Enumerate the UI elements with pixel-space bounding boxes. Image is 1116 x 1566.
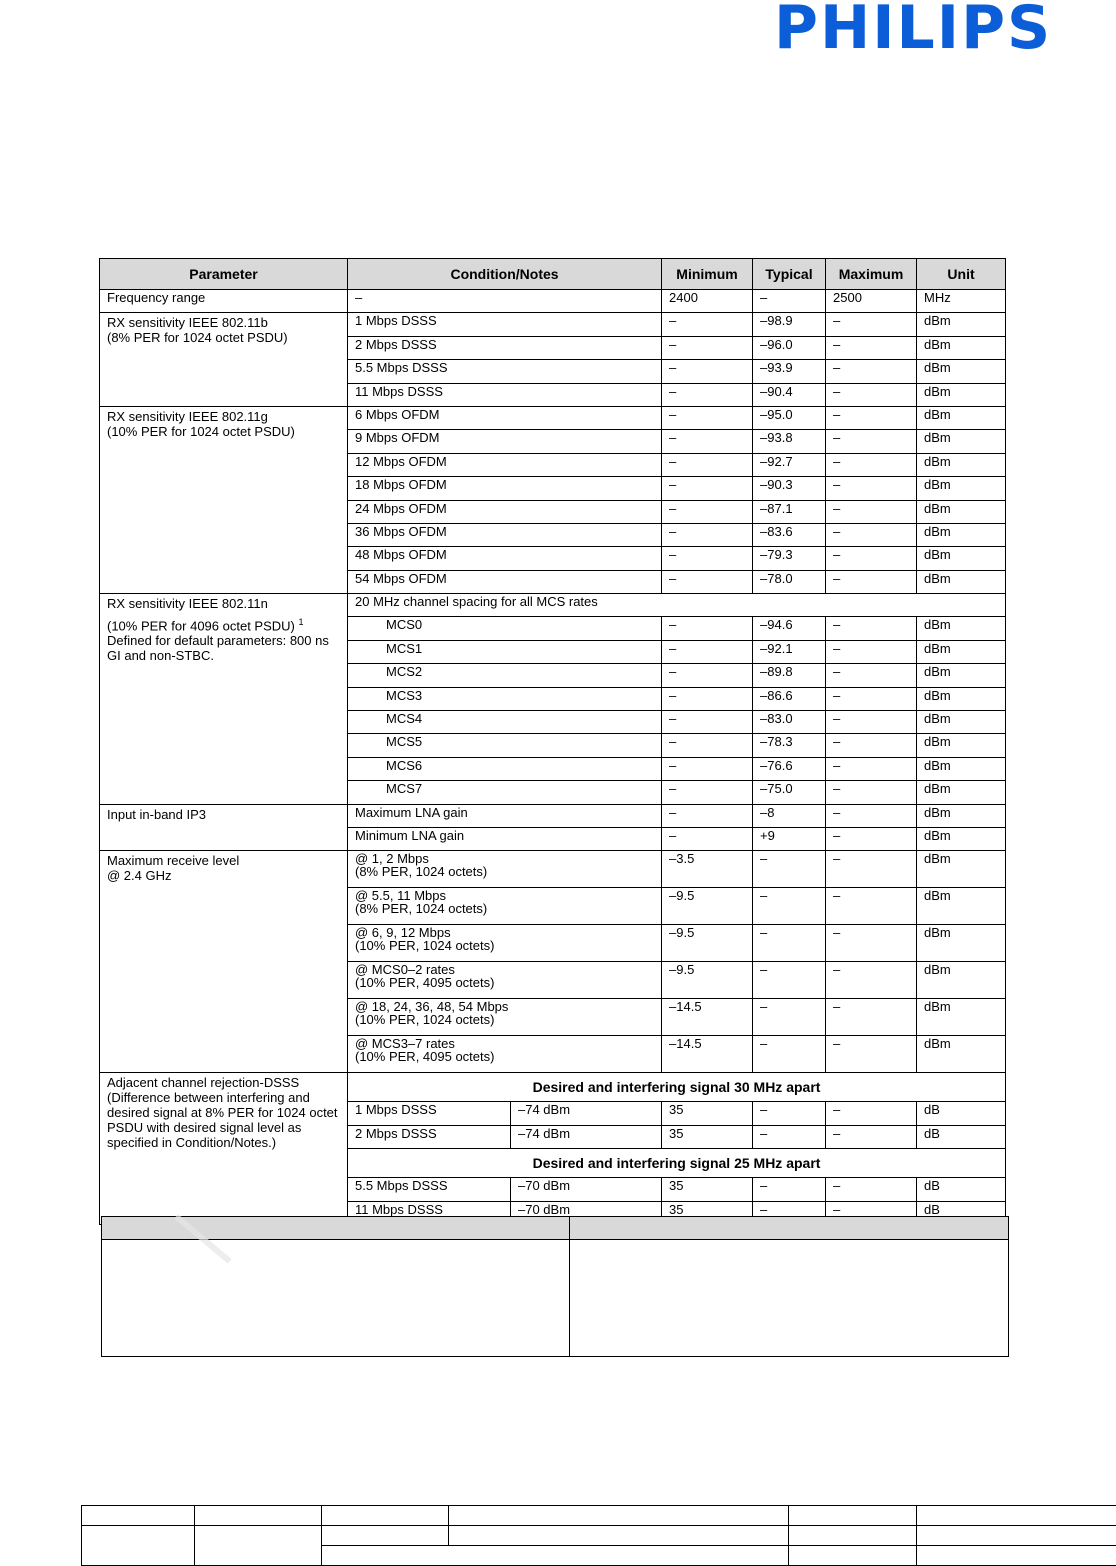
footer-cell [917,1506,1116,1526]
empty-cell [102,1240,570,1357]
typ-cell: –83.0 [753,711,826,734]
footer-cell [449,1506,789,1526]
min-cell: 2400 [662,290,753,313]
condition-cell: 5.5 Mbps DSSS [348,360,662,383]
condition-cell: MCS7 [348,781,662,804]
unit-cell: MHz [917,290,1006,313]
max-cell: – [826,336,917,359]
unit-cell: dBm [917,640,1006,663]
condition-cell [348,999,662,1036]
max-cell: – [826,925,917,962]
cond-line: (10% PER, 4095 octets) [355,975,495,991]
typ-cell: –76.6 [753,757,826,780]
unit-cell: dBm [917,336,1006,359]
min-cell: – [662,804,753,827]
unit-cell: dBm [917,453,1006,476]
condition-cell: 11 Mbps DSSS [348,1201,511,1224]
unit-cell: dBm [917,664,1006,687]
header-maximum: Maximum [826,259,917,290]
min-cell: –14.5 [662,999,753,1036]
condition-cell: Minimum LNA gain [348,827,662,850]
typ-cell: –92.1 [753,640,826,663]
footer-cell [195,1506,322,1526]
min-cell: –9.5 [662,925,753,962]
typ-cell: –93.8 [753,430,826,453]
unit-cell: dBm [917,523,1006,546]
condition-cell: 2 Mbps DSSS [348,1125,511,1148]
table-row [100,594,1006,617]
unit-cell: dB [917,1102,1006,1125]
min-cell: – [662,757,753,780]
condition-cell: MCS4 [348,711,662,734]
typ-cell: – [753,1201,826,1224]
max-cell: – [826,1102,917,1125]
empty-header-cell [570,1217,1009,1240]
condition-cell: 5.5 Mbps DSSS [348,1178,511,1201]
condition-cell [348,962,662,999]
typ-cell: –92.7 [753,453,826,476]
typ-cell: – [753,925,826,962]
min-cell: – [662,687,753,710]
header-unit: Unit [917,259,1006,290]
band-heading: Desired and interfering signal 25 MHz apart [348,1149,1006,1178]
condition-cell [348,888,662,925]
typ-cell: – [753,999,826,1036]
condition-cell: 6 Mbps OFDM [348,406,662,429]
unit-cell: dB [917,1178,1006,1201]
table-row [100,406,1006,429]
typ-cell: –94.6 [753,617,826,640]
max-cell: – [826,1201,917,1224]
max-cell: – [826,687,917,710]
typ-cell: –93.9 [753,360,826,383]
condition-cell: 2 Mbps DSSS [348,336,662,359]
unit-cell: dBm [917,962,1006,999]
unit-cell: dBm [917,711,1006,734]
condition-cell: 36 Mbps OFDM [348,523,662,546]
min-cell: – [662,430,753,453]
unit-cell: dBm [917,547,1006,570]
max-cell: – [826,406,917,429]
typ-cell: –87.1 [753,500,826,523]
typ-cell: – [753,1125,826,1148]
min-cell: – [662,617,753,640]
max-cell: – [826,313,917,336]
min-cell: – [662,313,753,336]
typ-cell: –90.4 [753,383,826,406]
max-cell: – [826,500,917,523]
typ-cell: –79.3 [753,547,826,570]
min-cell: 35 [662,1102,753,1125]
condition-cell: 54 Mbps OFDM [348,570,662,593]
param-line: (8% PER for 1024 octet PSDU) [107,330,288,346]
param-line: @ 2.4 GHz [107,868,172,884]
max-cell: – [826,570,917,593]
footer-table [81,1505,1116,1566]
unit-cell: dBm [917,570,1006,593]
footer-cell [322,1526,449,1546]
cond-line: @ MCS3–7 rates [355,1036,455,1052]
footer-cell [789,1546,917,1566]
footer-cell [82,1506,195,1526]
unit-cell: dBm [917,687,1006,710]
unit-cell: dBm [917,804,1006,827]
unit-cell: dBm [917,888,1006,925]
min-cell: – [662,827,753,850]
typ-cell: – [753,888,826,925]
cond-line: @ MCS0–2 rates [355,962,455,978]
table-row [100,851,1006,888]
footnote-ref: 1 [298,617,304,628]
empty-cell [570,1240,1009,1357]
unit-cell: dBm [917,406,1006,429]
condition-cell: MCS0 [348,617,662,640]
typ-cell: –96.0 [753,336,826,359]
condition-cell: MCS3 [348,687,662,710]
unit-cell: dB [917,1125,1006,1148]
condition-cell: MCS5 [348,734,662,757]
cond-line: (8% PER, 1024 octets) [355,901,488,917]
footer-cell [917,1546,1116,1566]
header-minimum: Minimum [662,259,753,290]
header-parameter: Parameter [100,259,348,290]
table-row [100,313,1006,336]
typ-cell: –89.8 [753,664,826,687]
max-cell: – [826,453,917,476]
max-cell: – [826,757,917,780]
max-cell: – [826,477,917,500]
spacing-note-cell: 20 MHz channel spacing for all MCS rates [348,594,1006,617]
max-cell: – [826,1036,917,1073]
unit-cell: dBm [917,617,1006,640]
cond-line: (8% PER, 1024 octets) [355,864,488,880]
table-row [100,804,1006,827]
param-cell [100,406,348,593]
min-cell: – [662,640,753,663]
typ-cell: –95.0 [753,406,826,429]
condition-cell: 1 Mbps DSSS [348,313,662,336]
param-line: RX sensitivity IEEE 802.11g [107,408,268,424]
min-cell: – [662,547,753,570]
param-cell [100,851,348,1073]
cond-line: @ 5.5, 11 Mbps [355,888,446,904]
header-typical: Typical [753,259,826,290]
typ-cell: – [753,1036,826,1073]
max-cell: – [826,804,917,827]
max-cell: – [826,523,917,546]
max-cell: – [826,1178,917,1201]
condition-cell: 9 Mbps OFDM [348,430,662,453]
footer-cell [449,1526,789,1546]
cond-line: @ 18, 24, 36, 48, 54 Mbps [355,999,509,1015]
max-cell: – [826,1125,917,1148]
max-cell: – [826,547,917,570]
max-cell: – [826,999,917,1036]
min-cell: –14.5 [662,1036,753,1073]
cond-line: @ 1, 2 Mbps [355,851,429,867]
footer-cell [917,1526,1116,1546]
philips-logo: PHILIPS [774,0,1053,63]
unit-cell: dBm [917,851,1006,888]
typ-cell: – [753,851,826,888]
typ-cell: –86.6 [753,687,826,710]
typ-cell: +9 [753,827,826,850]
condition-cell: 1 Mbps DSSS [348,1102,511,1125]
unit-cell: dBm [917,781,1006,804]
condition-cell: – [348,290,662,313]
unit-cell: dBm [917,500,1006,523]
typ-cell: –98.9 [753,313,826,336]
min-cell: – [662,336,753,359]
typ-cell: – [753,1178,826,1201]
footer-cell [322,1506,449,1526]
max-cell: – [826,962,917,999]
typ-cell: –90.3 [753,477,826,500]
header-condition: Condition/Notes [348,259,662,290]
typ-cell: – [753,1102,826,1125]
typ-cell: –78.3 [753,734,826,757]
max-cell: – [826,851,917,888]
condition-cell: MCS2 [348,664,662,687]
param-line: (10% PER for 1024 octet PSDU) [107,423,295,439]
min-cell: – [662,664,753,687]
typ-cell: – [753,290,826,313]
min-cell: – [662,406,753,429]
min-cell: –3.5 [662,851,753,888]
max-cell: – [826,734,917,757]
min-cell: – [662,453,753,476]
max-cell: – [826,430,917,453]
min-cell: – [662,383,753,406]
max-cell: – [826,781,917,804]
empty-info-table [101,1216,1009,1357]
min-cell: – [662,711,753,734]
condition-cell [348,851,662,888]
rf-spec-table [99,258,1006,1225]
unit-cell: dBm [917,477,1006,500]
empty-header-cell [102,1217,570,1240]
min-cell: – [662,781,753,804]
footer-cell [195,1526,322,1566]
max-cell: – [826,711,917,734]
max-cell: 2500 [826,290,917,313]
param-line [107,615,340,633]
cond-line: (10% PER, 1024 octets) [355,1012,495,1028]
table-row [100,1073,1006,1102]
condition-cell: MCS1 [348,640,662,663]
max-cell: – [826,827,917,850]
param-line: (Difference between interfering and desired signal at 8% PER for 1024 octet PSDU with desired signal level as specified in Condition/Notes.) [107,1090,338,1151]
min-cell: – [662,477,753,500]
min-cell: – [662,360,753,383]
typ-cell: –83.6 [753,523,826,546]
unit-cell: dBm [917,360,1006,383]
max-cell: – [826,888,917,925]
condition-cell: 48 Mbps OFDM [348,547,662,570]
max-cell: – [826,664,917,687]
param-line: RX sensitivity IEEE 802.11n [107,596,268,612]
condition-cell: 24 Mbps OFDM [348,500,662,523]
min-cell: – [662,500,753,523]
max-cell: – [826,640,917,663]
param-line: RX sensitivity IEEE 802.11b [107,315,268,331]
condition-cell: 11 Mbps DSSS [348,383,662,406]
unit-cell: dBm [917,383,1006,406]
condition-cell [348,1036,662,1073]
typ-cell: –78.0 [753,570,826,593]
condition-cell: MCS6 [348,757,662,780]
condition-cell [348,925,662,962]
param-text: (10% PER for 4096 octet PSDU) [107,618,295,634]
param-line: Defined for default parameters: 800 ns GI and non-STBC. [107,633,329,664]
cond-line: @ 6, 9, 12 Mbps [355,925,451,941]
footer-cell [322,1546,789,1566]
min-cell: – [662,734,753,757]
min-cell: – [662,523,753,546]
footer-cell [789,1526,917,1546]
param-cell [100,594,348,805]
table-row [100,290,1006,313]
min-cell: 35 [662,1201,753,1224]
max-cell: – [826,617,917,640]
unit-cell: dB [917,1201,1006,1224]
param-cell: Frequency range [100,290,348,313]
cond-line: (10% PER, 1024 octets) [355,938,495,954]
max-cell: – [826,383,917,406]
min-cell: – [662,570,753,593]
param-line: Maximum receive level [107,853,240,869]
typ-cell: – [753,962,826,999]
cond-line: (10% PER, 4095 octets) [355,1049,495,1065]
typ-cell: –8 [753,804,826,827]
typ-cell: –75.0 [753,781,826,804]
level-cell: –74 dBm [511,1125,662,1148]
param-cell [100,313,348,407]
unit-cell: dBm [917,734,1006,757]
condition-cell: 18 Mbps OFDM [348,477,662,500]
unit-cell: dBm [917,1036,1006,1073]
level-cell: –74 dBm [511,1102,662,1125]
min-cell: –9.5 [662,962,753,999]
condition-cell: Maximum LNA gain [348,804,662,827]
unit-cell: dBm [917,757,1006,780]
unit-cell: dBm [917,925,1006,962]
footer-cell [82,1526,195,1566]
min-cell: 35 [662,1125,753,1148]
unit-cell: dBm [917,430,1006,453]
unit-cell: dBm [917,999,1006,1036]
footer-cell [789,1506,917,1526]
band-heading: Desired and interfering signal 30 MHz apart [348,1073,1006,1102]
table-header-row [100,259,1006,290]
level-cell: –70 dBm [511,1178,662,1201]
min-cell: 35 [662,1178,753,1201]
param-cell [100,1073,348,1225]
param-cell: Input in-band IP3 [100,804,348,851]
param-line: Adjacent channel rejection-DSSS [107,1075,300,1091]
unit-cell: dBm [917,313,1006,336]
min-cell: –9.5 [662,888,753,925]
level-cell: –70 dBm [511,1201,662,1224]
unit-cell: dBm [917,827,1006,850]
condition-cell: 12 Mbps OFDM [348,453,662,476]
max-cell: – [826,360,917,383]
